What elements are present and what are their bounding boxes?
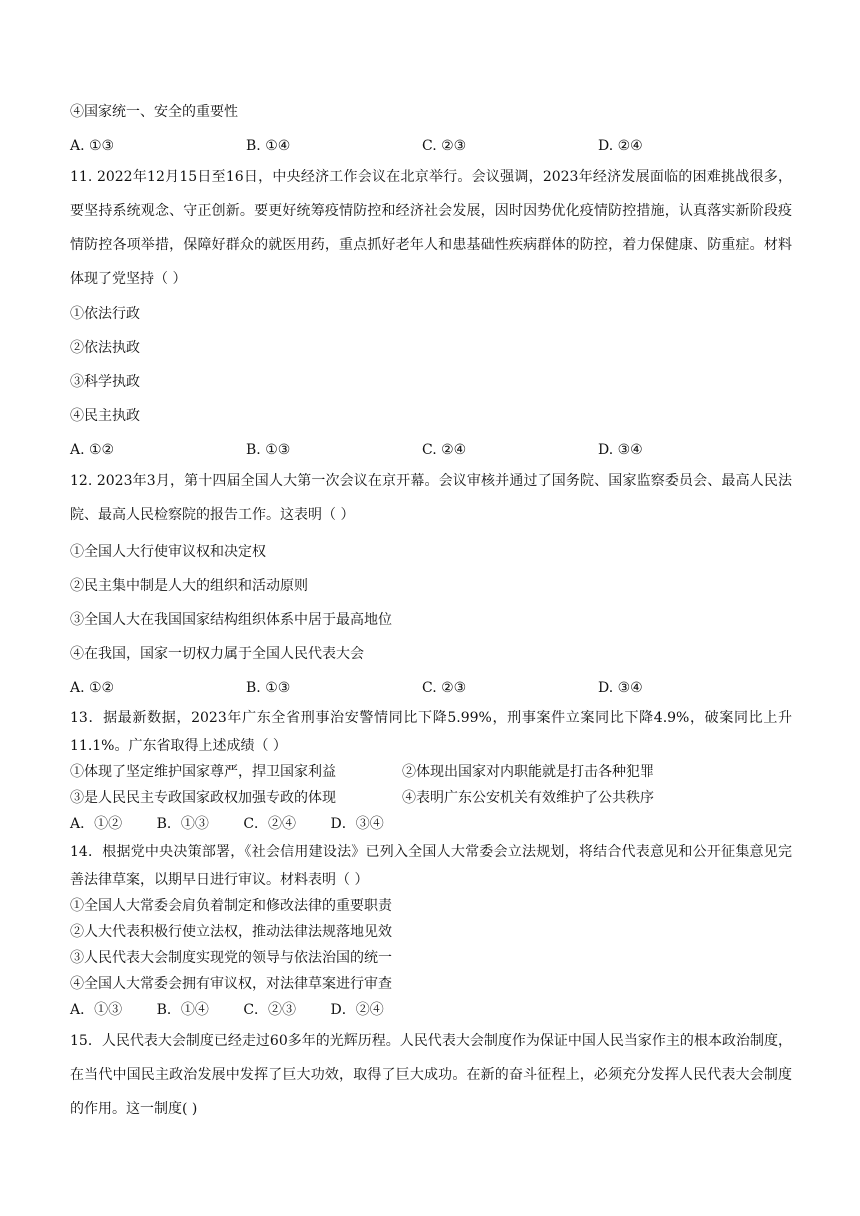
q14-option-d: D．②④ — [330, 1002, 384, 1018]
q13-option-c: C．②④ — [243, 816, 297, 832]
q12-statement-4: ④在我国，国家一切权力属于全国人民代表大会 — [70, 646, 364, 662]
q13-statements-row-1 — [70, 762, 792, 782]
q15-stem: 15．人民代表大会制度已经走过60多年的光辉历程。人民代表大会制度作为保证中国人民当家作主的根本政治制度，在当代中国民主政治发展中发挥了巨大功效，取得了巨大成功。在新的奋斗征程上，必须充分发挥人民代表大会制度的作用。这一制度( ) — [70, 1033, 792, 1117]
q13-statement-4: ④表明广东公安机关有效维护了公共秩序 — [402, 790, 654, 806]
q13-option-a: A．①② — [70, 816, 123, 832]
q13-stem: 13．据最新数据，2023年广东全省刑事治安警情同比下降5.99%，刑事案件立案同比下降4.9%，破案同比上升11.1%。广东省取得上述成绩（ ） — [70, 710, 792, 754]
q14-option-c: C．②③ — [243, 1002, 297, 1018]
q11-option-b: B. ①③ — [246, 442, 291, 458]
q14-option-b: B．①④ — [156, 1002, 209, 1018]
q14-statement-1: ①全国人大常委会肩负着制定和修改法律的重要职责 — [70, 898, 392, 914]
q12-statement-3: ③全国人大在我国国家结构组织体系中居于最高地位 — [70, 612, 392, 628]
q14-option-a: A．①③ — [70, 1002, 123, 1018]
q13-option-b: B．①③ — [156, 816, 209, 832]
q11-options — [70, 440, 792, 460]
q13-options — [70, 814, 414, 834]
q12-options — [70, 678, 792, 698]
q10-option-b: B. ①④ — [246, 138, 291, 154]
q14-statement-2: ②人大代表积极行使立法权，推动法律法规落地见效 — [70, 924, 392, 940]
q13-statements-row-2 — [70, 788, 792, 808]
q11-stem: 11. 2022年12月15日至16日，中央经济工作会议在北京举行。会议强调，2023年经济发展面临的困难挑战很多，要坚持系统观念、守正创新。要更好统筹疫情防控和经济社会发展，因时因势优化疫情防控措施，认真落实新阶段疫情防控各项举措，保障好群众的就医用药，重点抓好老年人和患基础性疾病群体的防控，着力保健康、防重症。材料体现了党坚持（ ） — [70, 169, 792, 287]
q13-statement-3: ③是人民民主专政国家政权加强专政的体现 — [70, 790, 336, 806]
q11-option-c: C. ②④ — [422, 442, 467, 458]
q11-statement-3: ③科学执政 — [70, 374, 140, 390]
q14-statement-3: ③人民代表大会制度实现党的领导与依法治国的统一 — [70, 950, 392, 966]
q12-statement-2: ②民主集中制是人大的组织和活动原则 — [70, 578, 308, 594]
q11-option-a: A. ①② — [70, 442, 115, 458]
q10-statement-4: ④国家统一、安全的重要性 — [70, 104, 238, 120]
q11-statement-2: ②依法执政 — [70, 340, 140, 356]
q12-option-d: D. ③④ — [598, 680, 643, 696]
q10-option-a: A. ①③ — [70, 138, 115, 154]
q12-option-c: C. ②③ — [422, 680, 467, 696]
q14-statement-4: ④全国人大常委会拥有审议权，对法律草案进行审查 — [70, 976, 392, 992]
q13-statement-1: ①体现了坚定维护国家尊严，捍卫国家利益 — [70, 764, 336, 780]
q12-option-a: A. ①② — [70, 680, 115, 696]
q12-option-b: B. ①③ — [246, 680, 291, 696]
q10-option-d: D. ②④ — [598, 138, 643, 154]
q13-statement-2: ②体现出国家对内职能就是打击各种犯罪 — [402, 764, 654, 780]
q11-option-d: D. ③④ — [598, 442, 643, 458]
q12-statement-1: ①全国人大行使审议权和决定权 — [70, 544, 266, 560]
q14-stem: 14．根据党中央决策部署，《社会信用建设法》已列入全国人大常委会立法规划，将结合代表意见和公开征集意见完善法律草案，以期早日进行审议。材料表明（ ） — [70, 844, 792, 888]
q14-options — [70, 1000, 414, 1020]
q10-option-c: C. ②③ — [422, 138, 467, 154]
q11-statement-4: ④民主执政 — [70, 408, 140, 424]
q11-statement-1: ①依法行政 — [70, 306, 140, 322]
q12-stem: 12. 2023年3月，第十四届全国人大第一次会议在京开幕。会议审核并通过了国务院、国家监察委员会、最高人民法院、最高人民检察院的报告工作。这表明（ ） — [70, 473, 792, 523]
q10-options — [70, 136, 792, 156]
q13-option-d: D．③④ — [330, 816, 384, 832]
